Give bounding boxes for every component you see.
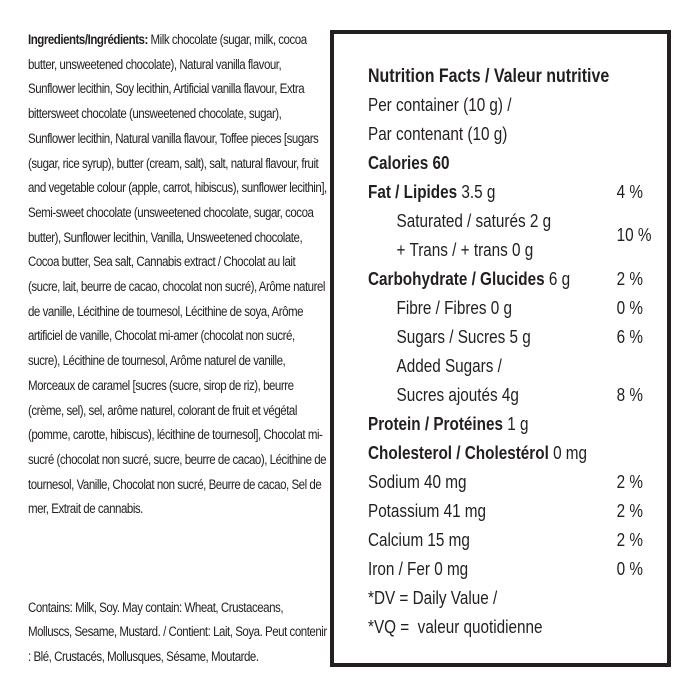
serving-row-1 <box>368 91 645 120</box>
trans-label: + Trans / + trans 0 g <box>396 240 534 260</box>
added-sugars-row-2 <box>368 381 645 410</box>
iron-row <box>368 555 645 584</box>
calories: Calories 60 <box>368 153 450 173</box>
sodium-dv: 2 % <box>616 472 643 492</box>
carbohydrate-row <box>368 265 645 294</box>
protein-amount: 1 g <box>502 414 529 434</box>
added-sugars-row-1 <box>368 352 645 381</box>
sugars-label: Sugars / Sucres 5 g <box>396 327 531 347</box>
footnote-vq: *VQ = valeur quotidienne <box>368 617 543 637</box>
fat-dv: 4 % <box>616 182 643 202</box>
potassium-label: Potassium 41 mg <box>368 501 487 521</box>
serving-row-2 <box>368 120 645 149</box>
fat-label: Fat / Lipides <box>368 182 458 202</box>
protein-label: Protein / Protéines <box>368 414 503 434</box>
footnote-dv: *DV = Daily Value / <box>368 588 498 608</box>
nutrition-title-row <box>368 62 645 91</box>
added-sugars-label-fr: Sucres ajoutés 4g <box>396 385 519 405</box>
cholesterol-label: Cholesterol / Cholestérol <box>368 443 549 463</box>
carbohydrate-label: Carbohydrate / Glucides <box>368 269 545 289</box>
cholesterol-row <box>368 439 645 468</box>
fibre-label: Fibre / Fibres 0 g <box>396 298 513 318</box>
calcium-row <box>368 526 645 555</box>
ingredients-text: Milk chocolate (sugar, milk, cocoa butter, unsweetened chocolate), Natural vanilla flavour, Sunflower lecithin, Soy lecithin, Artificial vanilla flavour, Extra bittersweet chocolate (unsweetened chocolate, sugar), Sunflower lecithin, Natural vanilla flavour, Toffee pieces [sugars (sugar, rice syrup), butter (cream, salt), salt, natural flavour, fruit and vegetable colour (apple, carrot, hibiscus), sunflower lecithin], Semi-sweet chocolate (unsweetened chocolate, sugar, cocoa butter), Sunflower lecithin, Vanilla, Unsweetened chocolate, Cocoa butter, Sea salt, Cannabis extract / Chocolat au lait (sucre, lait, beurre de cacao, chocolat non sucré), Arôme naturel de vanille, Lécithine de tournesol, Lécithine de soya, Arôme artificiel de vanille, Chocolat mi-amer (chocolat non sucré, sucre), Lécithine de tournesol, Arôme naturel de vanille, Morceaux de caramel [sucres (sucre, sirop de riz), beurre (crème, sel), sel, arôme naturel, colorant de fruit et végétal (pomme, carotte, hibiscus), lécithine de tournesol], Chocolat mi-sucré (chocolat non sucré, sucre, beurre de cacao), Lécithine de tournesol, Vanille, Chocolat non sucré, Beurre de cacao, Sel de mer, Extrait de cannabis. <box>28 32 327 517</box>
nutrition-title: Nutrition Facts / Valeur nutritive <box>368 66 610 87</box>
sodium-row <box>368 468 645 497</box>
saturated-trans-row <box>368 207 652 265</box>
calcium-label: Calcium 15 mg <box>368 530 470 550</box>
iron-dv: 0 % <box>616 559 643 579</box>
fat-amount: 3.5 g <box>457 182 496 202</box>
iron-label: Iron / Fer 0 mg <box>368 559 469 579</box>
calories-row <box>368 149 645 178</box>
added-sugars-dv: 8 % <box>616 385 643 405</box>
footnote-row-1 <box>368 584 645 613</box>
potassium-dv: 2 % <box>616 501 643 521</box>
protein-row <box>368 410 645 439</box>
sodium-label: Sodium 40 mg <box>368 472 467 492</box>
sugars-row <box>368 323 645 352</box>
saturated-label: Saturated / saturés 2 g <box>396 211 552 231</box>
ingredients-list <box>28 28 327 522</box>
allergen-statement: Contains: Milk, Soy. May contain: Wheat, Crustaceans, Molluscs, Sesame, Mustard. / Contient: Lait, Soya. Peut contenir : Blé, Crustacés, Mollusques, Sésame, Moutarde. <box>28 600 327 664</box>
fibre-dv: 0 % <box>616 298 643 318</box>
serving-size-fr: Par contenant (10 g) <box>368 124 508 144</box>
footnote-row-2 <box>368 613 645 642</box>
added-sugars-label: Added Sugars / <box>396 356 502 376</box>
carbohydrate-amount: 6 g <box>544 269 571 289</box>
saturated-trans-dv: 10 % <box>616 225 652 245</box>
serving-size-en: Per container (10 g) / <box>368 95 512 115</box>
sugars-dv: 6 % <box>616 327 643 347</box>
fibre-row <box>368 294 645 323</box>
carbohydrate-dv: 2 % <box>616 269 643 289</box>
cholesterol-amount: 0 mg <box>548 443 588 463</box>
potassium-row <box>368 497 645 526</box>
fat-row <box>368 178 645 207</box>
calcium-dv: 2 % <box>616 530 643 550</box>
ingredients-heading: Ingredients/Ingrédients: <box>28 32 148 47</box>
nutrition-facts-table <box>330 30 671 667</box>
